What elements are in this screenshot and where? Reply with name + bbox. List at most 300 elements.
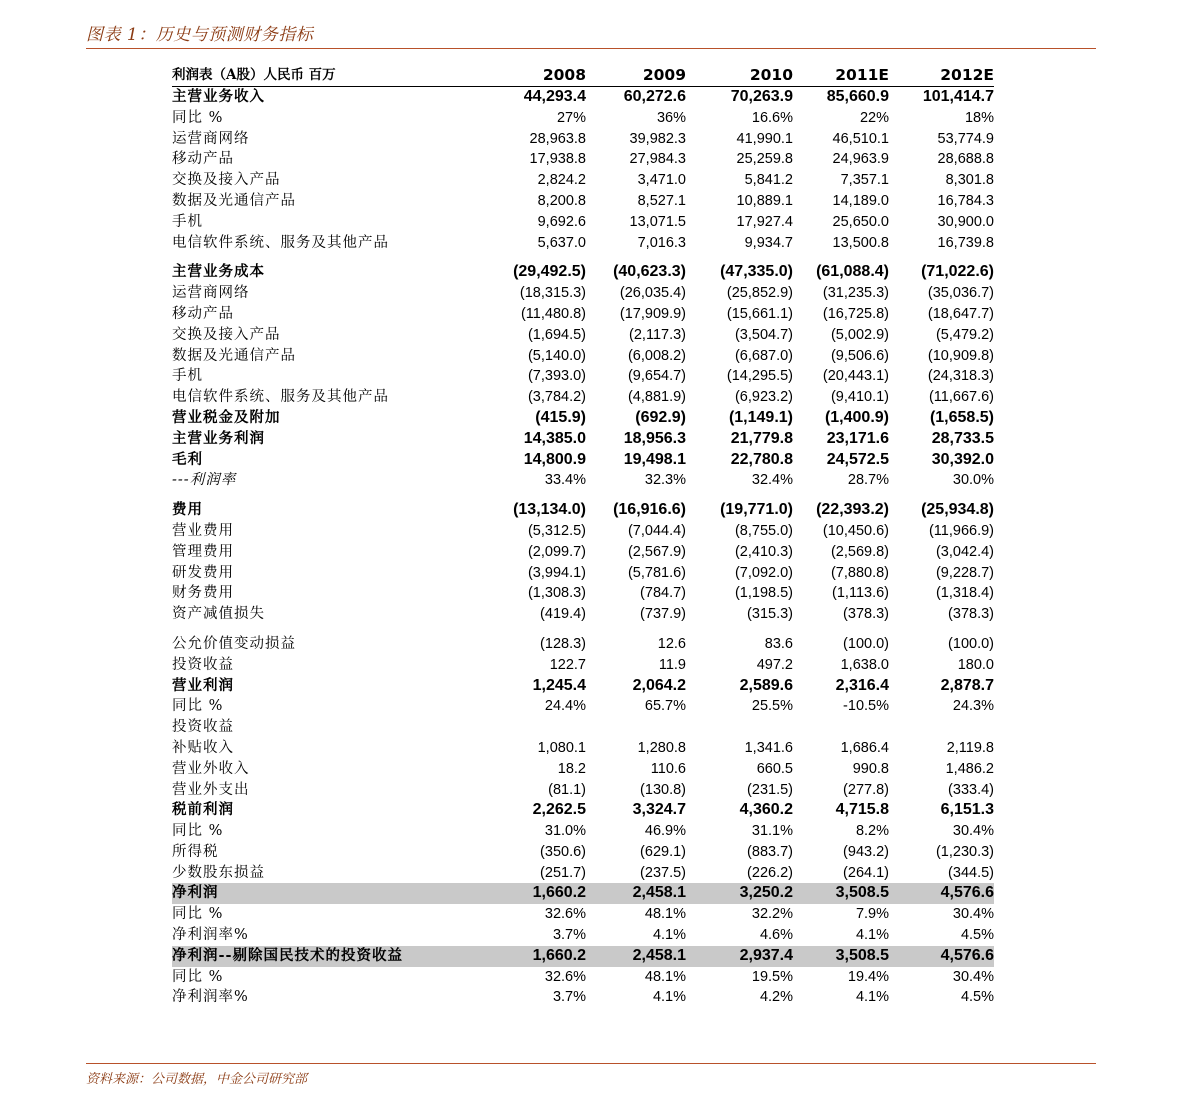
value-cell: 3,471.0: [637, 172, 686, 189]
value-cell: 4.1%: [855, 989, 889, 1006]
table-row: [172, 387, 994, 408]
value-cell: 85,660.9: [826, 88, 889, 105]
value-cell: (19,771.0): [720, 501, 793, 519]
value-cell: (315.3): [747, 606, 793, 623]
value-cell: 30.4%: [952, 968, 994, 985]
row-label: 研发费用: [172, 564, 234, 581]
value-cell: 32.6%: [544, 906, 586, 923]
value-cell: (692.9): [635, 408, 686, 426]
value-cell: 32.2%: [751, 906, 793, 923]
value-cell: (10,450.6): [822, 522, 889, 539]
value-cell: 7.9%: [855, 906, 889, 923]
value-cell: 110.6: [650, 760, 686, 777]
row-label: 营业外收入: [172, 760, 250, 777]
value-cell: (237.5): [640, 864, 686, 881]
value-cell: (15,661.1): [726, 305, 793, 322]
value-cell: 30,392.0: [931, 450, 994, 468]
value-cell: (1,230.3): [935, 843, 994, 860]
value-cell: 28,963.8: [529, 130, 586, 147]
value-cell: 14,385.0: [523, 429, 586, 447]
row-label: 营业外支出: [172, 781, 250, 798]
value-cell: 53,774.9: [937, 130, 994, 147]
value-cell: 30,900.0: [937, 213, 994, 230]
value-cell: 3,508.5: [793, 883, 889, 904]
header-year: 2012E: [889, 64, 994, 87]
header-year: 2011E: [793, 64, 889, 87]
table-row: [172, 346, 994, 367]
spacer-row: [172, 253, 994, 262]
value-cell: (9,654.7): [627, 368, 686, 385]
value-cell: (25,934.8): [921, 501, 994, 519]
value-cell: 990.8: [852, 760, 889, 777]
value-cell: 83.6: [764, 635, 793, 652]
row-label: 交换及接入产品: [172, 326, 281, 343]
value-cell: (2,567.9): [627, 543, 686, 560]
value-cell: (1,113.6): [832, 585, 889, 602]
value-cell: 2,937.4: [686, 946, 793, 967]
table-row: [172, 842, 994, 863]
row-label: 毛利: [172, 450, 203, 468]
value-cell: (3,504.7): [734, 326, 793, 343]
header-label: 利润表（A股）人民币 百万: [172, 64, 452, 87]
value-cell: 24,572.5: [826, 450, 889, 468]
value-cell: 17,927.4: [736, 213, 793, 230]
value-cell: 46,510.1: [832, 130, 889, 147]
value-cell: 31.0%: [544, 823, 586, 840]
table-row: [172, 904, 994, 925]
row-label: 投资收益: [172, 656, 234, 673]
value-cell: 19,498.1: [623, 450, 686, 468]
value-cell: (100.0): [843, 635, 889, 652]
table-row: [172, 408, 994, 429]
value-cell: 25.5%: [751, 698, 793, 715]
value-cell: 122.7: [549, 656, 586, 673]
value-cell: (629.1): [640, 843, 686, 860]
value-cell: 48.1%: [644, 906, 686, 923]
value-cell: 4,715.8: [835, 801, 889, 819]
value-cell: 41,990.1: [736, 130, 793, 147]
row-label: 营业费用: [172, 522, 234, 539]
value-cell: (3,042.4): [935, 543, 994, 560]
value-cell: 36%: [656, 109, 686, 126]
value-cell: (7,044.4): [627, 522, 686, 539]
value-cell: 8,200.8: [537, 192, 586, 209]
table-header-row: [172, 64, 994, 87]
value-cell: 65.7%: [644, 698, 686, 715]
value-cell: (277.8): [843, 781, 889, 798]
value-cell: (6,008.2): [627, 347, 686, 364]
table-row: [172, 604, 994, 625]
row-label: 数据及光通信产品: [172, 347, 296, 364]
row-label: 净利润率%: [172, 989, 249, 1006]
value-cell: 180.0: [957, 656, 994, 673]
row-label: 所得税: [172, 843, 219, 860]
value-cell: (35,036.7): [927, 285, 994, 302]
table-row: [172, 563, 994, 584]
value-cell: (2,099.7): [527, 543, 586, 560]
row-label: 主营业务成本: [172, 263, 265, 281]
row-label: 少数股东损益: [172, 864, 265, 881]
value-cell: 46.9%: [644, 823, 686, 840]
value-cell: (231.5): [747, 781, 793, 798]
value-cell: (25,852.9): [726, 285, 793, 302]
value-cell: 5,637.0: [537, 234, 586, 251]
row-label: 电信软件系统、服务及其他产品: [172, 389, 389, 406]
value-cell: 30.0%: [952, 472, 994, 489]
value-cell: (29,492.5): [513, 263, 586, 281]
value-cell: (7,092.0): [734, 564, 793, 581]
value-cell: (2,410.3): [734, 543, 793, 560]
value-cell: 32.6%: [544, 968, 586, 985]
header-year: 2010: [686, 64, 793, 87]
value-cell: 31.1%: [751, 823, 793, 840]
value-cell: (1,694.5): [527, 326, 586, 343]
value-cell: (9,410.1): [830, 389, 889, 406]
row-label: 税前利润: [172, 801, 234, 819]
value-cell: (883.7): [747, 843, 793, 860]
table-row: [172, 170, 994, 191]
table-row: [172, 883, 994, 904]
value-cell: 32.4%: [751, 472, 793, 489]
value-cell: (419.4): [540, 606, 586, 623]
value-cell: 4.1%: [652, 927, 686, 944]
spacer-row: [172, 625, 994, 634]
row-label: 资产减值损失: [172, 606, 265, 623]
value-cell: (18,647.7): [927, 305, 994, 322]
value-cell: 1,080.1: [537, 739, 586, 756]
value-cell: [793, 717, 889, 738]
table-row: [172, 450, 994, 471]
row-label: 营业利润: [172, 676, 234, 694]
row-label: 同比 %: [172, 698, 224, 715]
value-cell: 1,341.6: [744, 739, 793, 756]
row-label: 同比 %: [172, 823, 224, 840]
table-row: [172, 212, 994, 233]
table-row: [172, 780, 994, 801]
value-cell: 19.4%: [847, 968, 889, 985]
value-cell: 7,357.1: [840, 172, 889, 189]
header-year: 2009: [586, 64, 686, 87]
value-cell: 6,151.3: [940, 801, 994, 819]
value-cell: 1,245.4: [532, 676, 586, 694]
value-cell: (31,235.3): [822, 285, 889, 302]
value-cell: (130.8): [640, 781, 686, 798]
row-label: 公允价值变动损益: [172, 635, 296, 652]
row-label: 运营商网络: [172, 285, 250, 302]
value-cell: 101,414.7: [922, 88, 994, 105]
table-row: [172, 283, 994, 304]
row-label: 同比 %: [172, 968, 224, 985]
value-cell: 13,500.8: [832, 234, 889, 251]
value-cell: 30.4%: [952, 906, 994, 923]
value-cell: 12.6: [657, 635, 686, 652]
value-cell: (61,088.4): [816, 263, 889, 281]
value-cell: 24,963.9: [832, 151, 889, 168]
value-cell: 3,508.5: [793, 946, 889, 967]
value-cell: (7,393.0): [527, 368, 586, 385]
value-cell: 8,301.8: [945, 172, 994, 189]
value-cell: 22,780.8: [730, 450, 793, 468]
value-cell: 27%: [556, 109, 586, 126]
table-row: [172, 655, 994, 676]
value-cell: (26,035.4): [619, 285, 686, 302]
value-cell: 4.2%: [759, 989, 793, 1006]
value-cell: 33.4%: [544, 472, 586, 489]
value-cell: [452, 717, 586, 738]
value-cell: 3.7%: [552, 989, 586, 1006]
spacer-cell: [172, 253, 994, 262]
value-cell: (5,312.5): [527, 522, 586, 539]
value-cell: 24.3%: [952, 698, 994, 715]
value-cell: (784.7): [640, 585, 686, 602]
value-cell: 70,263.9: [730, 88, 793, 105]
value-cell: (13,134.0): [513, 501, 586, 519]
value-cell: 4,576.6: [889, 946, 994, 967]
row-label: 手机: [172, 213, 203, 230]
value-cell: 2,458.1: [586, 946, 686, 967]
row-label: 财务费用: [172, 585, 234, 602]
value-cell: 2,824.2: [537, 172, 586, 189]
value-cell: (47,335.0): [720, 263, 793, 281]
table-row: [172, 987, 994, 1008]
value-cell: (264.1): [843, 864, 889, 881]
value-cell: 5,841.2: [744, 172, 793, 189]
value-cell: 7,016.3: [637, 234, 686, 251]
value-cell: 2,458.1: [586, 883, 686, 904]
value-cell: (378.3): [948, 606, 994, 623]
value-cell: 28,688.8: [937, 151, 994, 168]
row-label: 营业税金及附加: [172, 408, 281, 426]
value-cell: (1,198.5): [734, 585, 793, 602]
value-cell: 32.3%: [644, 472, 686, 489]
value-cell: 16.6%: [751, 109, 793, 126]
table-row: [172, 366, 994, 387]
value-cell: 60,272.6: [623, 88, 686, 105]
value-cell: (378.3): [843, 606, 889, 623]
table-row: [172, 325, 994, 346]
table-row: [172, 863, 994, 884]
value-cell: 25,259.8: [736, 151, 793, 168]
row-label: 移动产品: [172, 305, 234, 322]
value-cell: (737.9): [640, 606, 686, 623]
value-cell: (6,923.2): [734, 389, 793, 406]
value-cell: 4.1%: [652, 989, 686, 1006]
row-label: 净利润: [172, 883, 452, 904]
table-row: [172, 108, 994, 129]
figure-title: 图表 1：历史与预测财务指标: [86, 25, 314, 45]
value-cell: 4.1%: [855, 927, 889, 944]
value-cell: (14,295.5): [726, 368, 793, 385]
table-row: [172, 925, 994, 946]
table-row: [172, 87, 994, 108]
value-cell: 28,733.5: [931, 429, 994, 447]
value-cell: 19.5%: [751, 968, 793, 985]
value-cell: 1,280.8: [637, 739, 686, 756]
value-cell: 3,250.2: [686, 883, 793, 904]
value-cell: 8.2%: [855, 823, 889, 840]
table-row: [172, 634, 994, 655]
source-note: 资料来源：公司数据，中金公司研究部: [86, 1072, 308, 1087]
bottom-rule: [86, 1063, 1096, 1064]
spacer-row: [172, 491, 994, 500]
value-cell: (226.2): [747, 864, 793, 881]
value-cell: (1,658.5): [929, 408, 994, 426]
value-cell: 11.9: [658, 656, 686, 673]
value-cell: (11,480.8): [520, 305, 586, 322]
table-row: [172, 967, 994, 988]
value-cell: (7,880.8): [830, 564, 889, 581]
value-cell: (16,725.8): [822, 305, 889, 322]
table-row: [172, 821, 994, 842]
value-cell: (24,318.3): [927, 368, 994, 385]
value-cell: (20,443.1): [822, 368, 889, 385]
value-cell: (415.9): [535, 408, 586, 426]
table-row: [172, 500, 994, 521]
value-cell: (943.2): [843, 843, 889, 860]
value-cell: (5,781.6): [627, 564, 686, 581]
value-cell: 4,360.2: [739, 801, 793, 819]
row-label: 交换及接入产品: [172, 172, 281, 189]
value-cell: [586, 717, 686, 738]
row-label: 投资收益: [172, 719, 234, 736]
table-row: [172, 129, 994, 150]
table-row: [172, 759, 994, 780]
table-row: [172, 191, 994, 212]
row-label: 同比 %: [172, 109, 224, 126]
value-cell: 48.1%: [644, 968, 686, 985]
row-label: 数据及光通信产品: [172, 192, 296, 209]
row-label: 费用: [172, 501, 203, 519]
value-cell: (81.1): [548, 781, 586, 798]
table-row: [172, 738, 994, 759]
value-cell: 4.5%: [960, 927, 994, 944]
table-row: [172, 429, 994, 450]
value-cell: 1,486.2: [945, 760, 994, 777]
row-label: ---利润率: [172, 472, 237, 489]
value-cell: 660.5: [756, 760, 793, 777]
value-cell: 24.4%: [544, 698, 586, 715]
value-cell: 17,938.8: [529, 151, 586, 168]
value-cell: (251.7): [540, 864, 586, 881]
value-cell: (17,909.9): [619, 305, 686, 322]
value-cell: 18%: [964, 109, 994, 126]
table-row: [172, 717, 994, 738]
value-cell: 3,324.7: [632, 801, 686, 819]
row-label: 管理费用: [172, 543, 234, 560]
row-label: 净利润率%: [172, 927, 249, 944]
value-cell: (1,149.1): [728, 408, 793, 426]
table-body: [172, 87, 994, 1009]
value-cell: (40,623.3): [613, 263, 686, 281]
value-cell: 14,189.0: [832, 192, 889, 209]
value-cell: 44,293.4: [523, 88, 586, 105]
value-cell: (1,308.3): [527, 585, 586, 602]
value-cell: 1,638.0: [840, 656, 889, 673]
value-cell: [889, 717, 994, 738]
value-cell: 1,660.2: [452, 883, 586, 904]
value-cell: 27,984.3: [629, 151, 686, 168]
value-cell: (11,667.6): [928, 389, 994, 406]
value-cell: [686, 717, 793, 738]
row-label: 电信软件系统、服务及其他产品: [172, 234, 389, 251]
value-cell: 39,982.3: [629, 130, 686, 147]
table-row: [172, 470, 994, 491]
value-cell: 2,589.6: [739, 676, 793, 694]
value-cell: (10,909.8): [927, 347, 994, 364]
value-cell: 14,800.9: [523, 450, 586, 468]
value-cell: 2,119.8: [946, 739, 994, 756]
value-cell: (4,881.9): [627, 389, 686, 406]
table-row: [172, 542, 994, 563]
table-row: [172, 149, 994, 170]
table-row: [172, 583, 994, 604]
value-cell: (8,755.0): [734, 522, 793, 539]
table-row: [172, 676, 994, 697]
value-cell: 9,692.6: [537, 213, 586, 230]
row-label: 补贴收入: [172, 739, 234, 756]
value-cell: 3.7%: [552, 927, 586, 944]
table-row: [172, 946, 994, 967]
value-cell: 4.6%: [759, 927, 793, 944]
row-label: 运营商网络: [172, 130, 250, 147]
value-cell: 30.4%: [952, 823, 994, 840]
value-cell: 4.5%: [960, 989, 994, 1006]
value-cell: 25,650.0: [832, 213, 889, 230]
value-cell: 10,889.1: [736, 192, 793, 209]
value-cell: 18.2: [557, 760, 586, 777]
value-cell: (6,687.0): [734, 347, 793, 364]
value-cell: (5,002.9): [830, 326, 889, 343]
table-row: [172, 521, 994, 542]
value-cell: 18,956.3: [623, 429, 686, 447]
row-label: 移动产品: [172, 151, 234, 168]
value-cell: (1,318.4): [935, 585, 994, 602]
row-label: 主营业务利润: [172, 429, 265, 447]
income-statement-table: [172, 64, 994, 1008]
value-cell: 1,660.2: [452, 946, 586, 967]
value-cell: -10.5%: [843, 698, 889, 715]
row-label: 手机: [172, 368, 203, 385]
table-row: [172, 262, 994, 283]
value-cell: (9,506.6): [830, 347, 889, 364]
spacer-cell: [172, 491, 994, 500]
value-cell: 1,686.4: [840, 739, 889, 756]
value-cell: (2,117.3): [629, 326, 686, 343]
value-cell: 4,576.6: [889, 883, 994, 904]
table-row: [172, 233, 994, 254]
row-label: 净利润--剔除国民技术的投资收益: [172, 946, 452, 967]
value-cell: (9,228.7): [935, 564, 994, 581]
value-cell: (350.6): [540, 843, 586, 860]
value-cell: (71,022.6): [921, 263, 994, 281]
value-cell: (1,400.9): [824, 408, 889, 426]
value-cell: 2,878.7: [940, 676, 994, 694]
value-cell: (5,479.2): [935, 326, 994, 343]
row-label: 主营业务收入: [172, 88, 265, 105]
value-cell: 13,071.5: [629, 213, 686, 230]
table-row: [172, 800, 994, 821]
top-rule: [86, 48, 1096, 49]
spacer-cell: [172, 625, 994, 634]
value-cell: 8,527.1: [637, 192, 686, 209]
value-cell: 28.7%: [847, 472, 889, 489]
value-cell: (128.3): [540, 635, 586, 652]
value-cell: (11,966.9): [928, 522, 994, 539]
value-cell: 16,739.8: [937, 234, 994, 251]
value-cell: (3,994.1): [527, 564, 586, 581]
value-cell: 2,064.2: [632, 676, 686, 694]
row-label: 同比 %: [172, 906, 224, 923]
